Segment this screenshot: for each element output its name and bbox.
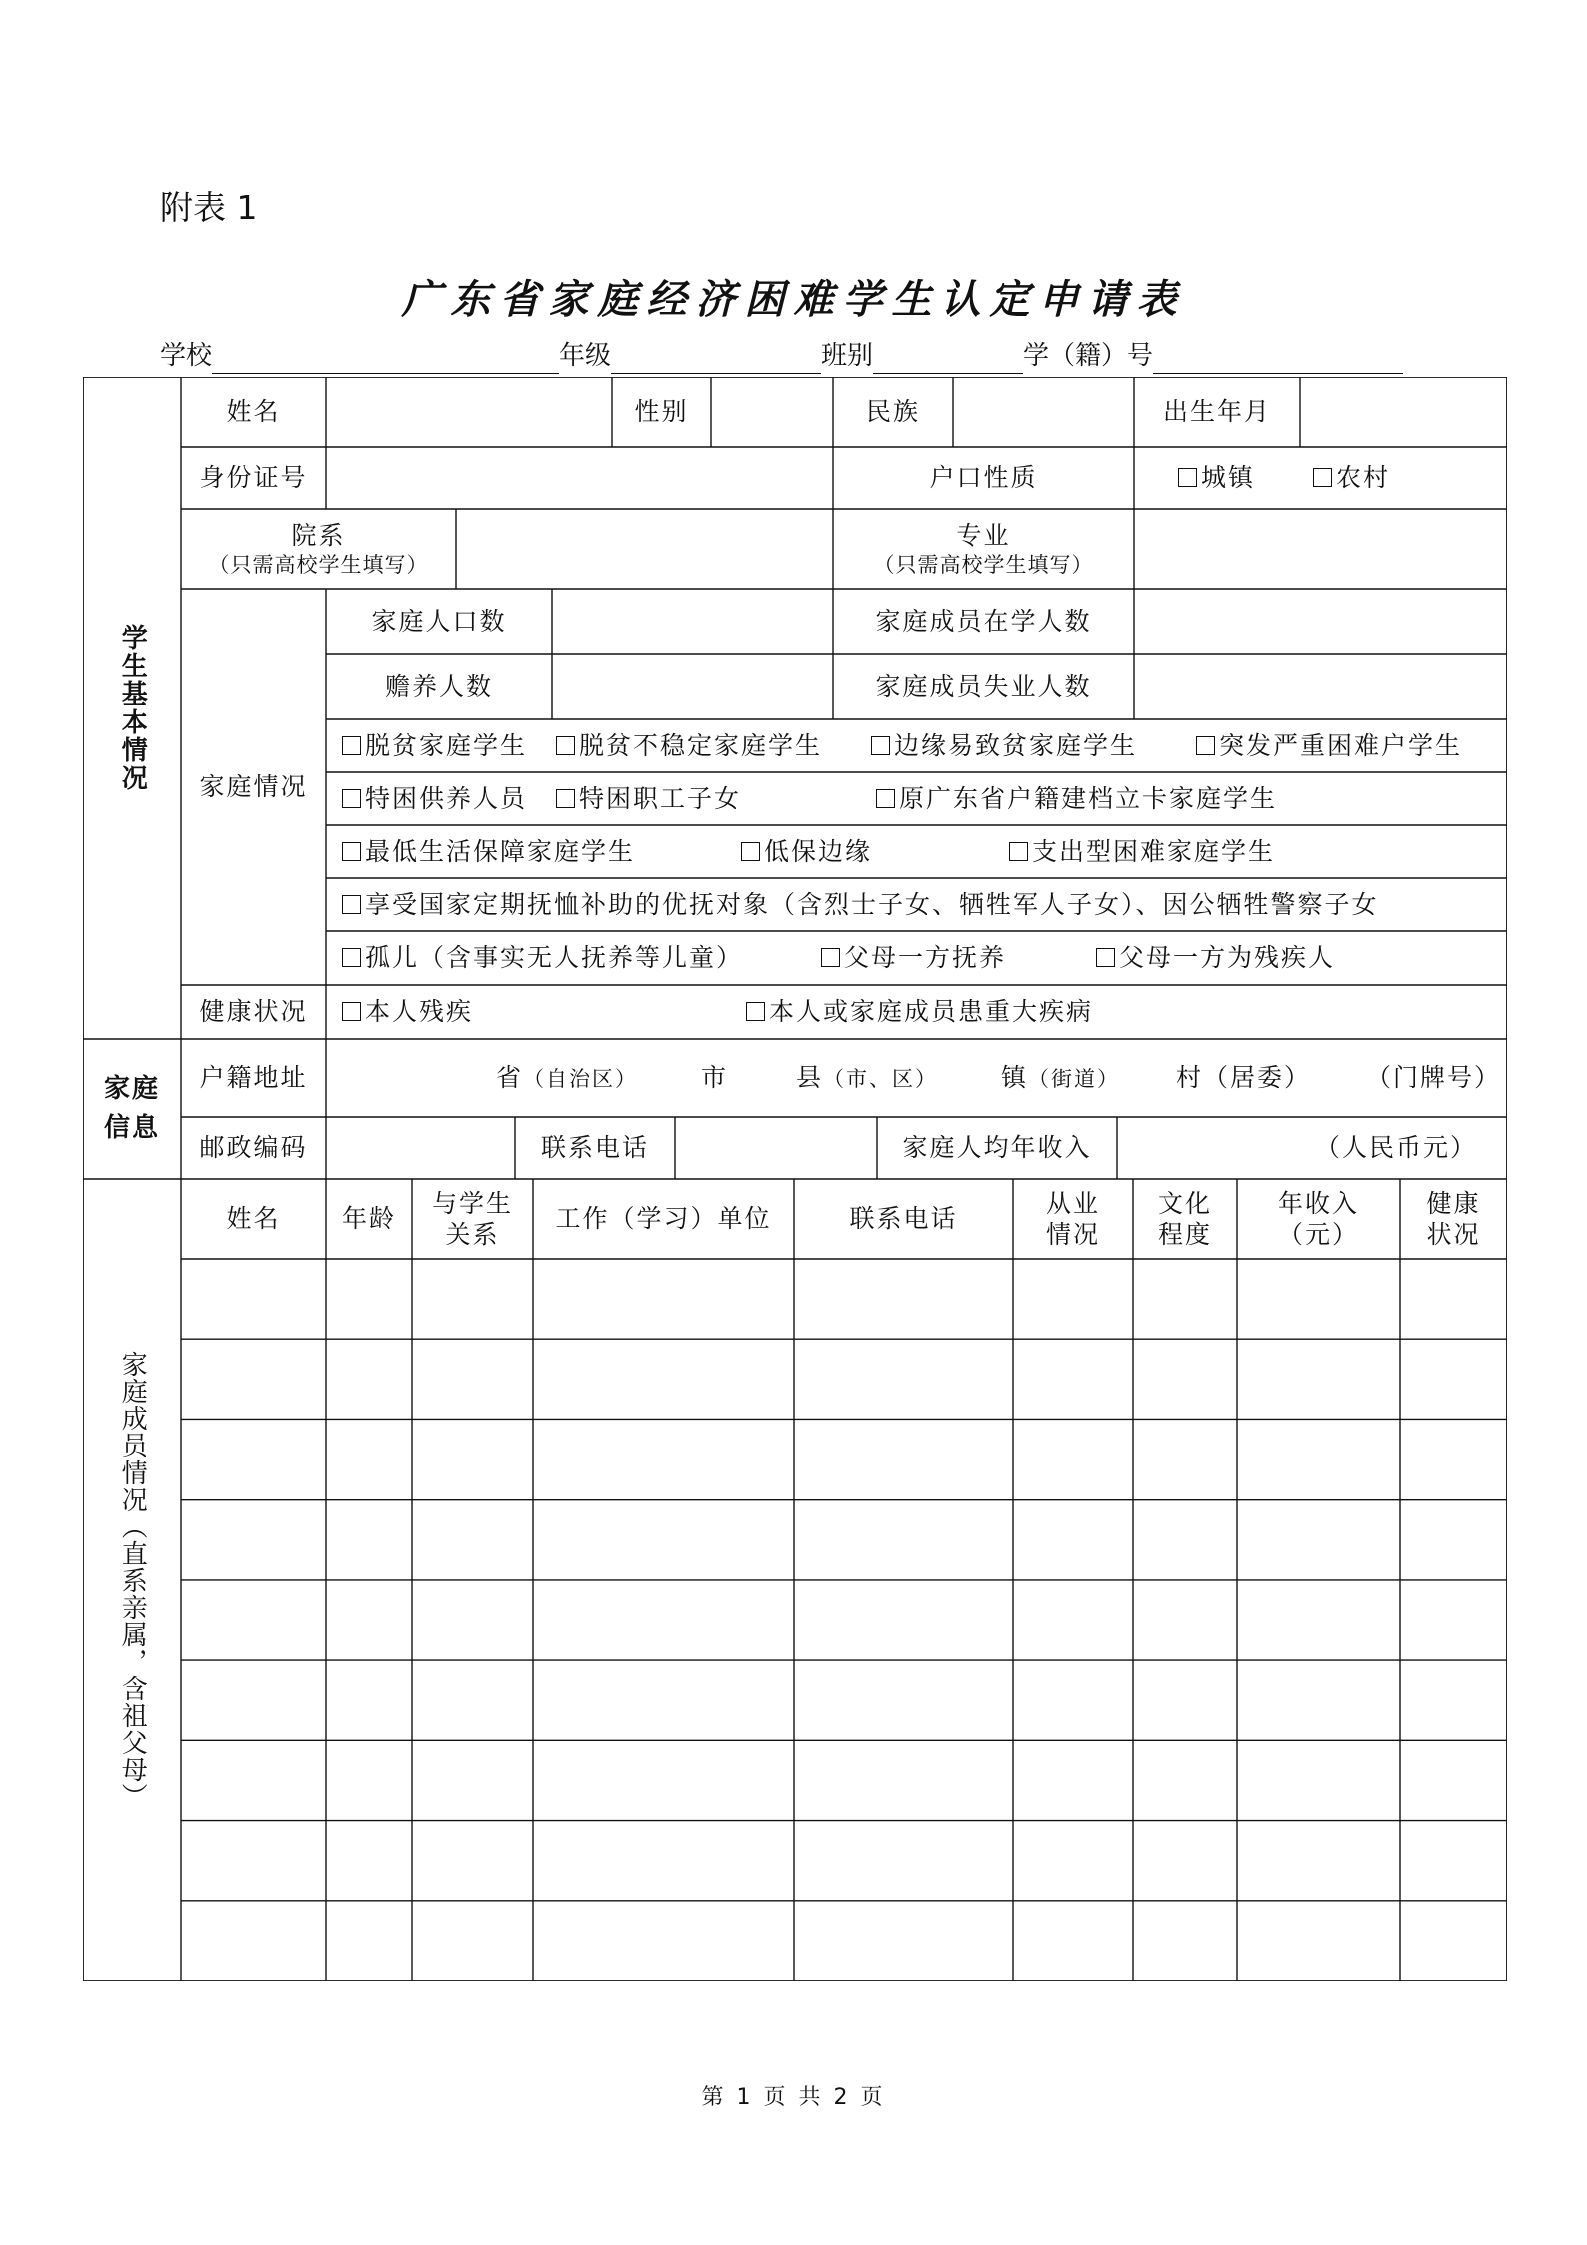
member-age-input[interactable] [326,1580,412,1660]
member-age-input[interactable] [326,1660,412,1740]
member-health-input[interactable] [1400,1500,1507,1580]
member-employment-input[interactable] [1013,1901,1133,1981]
col-relation: 与学生 关系 [431,1188,513,1249]
county-label: 县（市、区） [796,1063,939,1093]
checkbox-icon[interactable] [342,789,361,808]
option-special-worker-child[interactable]: 特困职工子女 [556,783,741,814]
member-employment-input[interactable] [1013,1821,1133,1901]
member-employment-input[interactable] [1013,1500,1133,1580]
option-registered-poor[interactable]: 原广东省户籍建档立卡家庭学生 [876,783,1277,814]
option-poverty-alleviated[interactable]: 脱贫家庭学生 [342,730,527,761]
col-employment: 从业 情况 [1045,1188,1100,1249]
member-education-input[interactable] [1133,1419,1237,1499]
currency-label: （人民币元） [1314,1133,1477,1163]
member-relation-input[interactable] [412,1740,533,1820]
member-work-unit-input[interactable] [533,1419,794,1499]
member-health-input[interactable] [1400,1419,1507,1499]
member-employment-input[interactable] [1013,1660,1133,1740]
member-phone-input[interactable] [794,1580,1013,1660]
hukou-type-label: 户口性质 [929,463,1038,493]
hukou-options [1134,447,1507,509]
checkbox-icon[interactable] [741,842,760,861]
member-phone-input[interactable] [794,1419,1013,1499]
house-no-label: （门牌号） [1366,1063,1502,1093]
member-phone-input[interactable] [794,1821,1013,1901]
class-label: 班别 [821,341,874,371]
member-health-input[interactable] [1400,1821,1507,1901]
option-edge-poverty[interactable]: 边缘易致贫家庭学生 [871,730,1137,761]
dependents-label: 赡养人数 [384,671,493,701]
phone-label: 联系电话 [540,1133,649,1163]
member-name-input[interactable] [181,1901,326,1981]
member-name-input[interactable] [181,1419,326,1499]
member-income-input[interactable] [1237,1740,1400,1820]
address-input[interactable] [326,1039,1507,1117]
family-options-row-4 [326,878,1507,931]
postcode-label: 邮政编码 [199,1133,308,1163]
member-education-input[interactable] [1133,1580,1237,1660]
member-work-unit-input[interactable] [533,1660,794,1740]
col-phone: 联系电话 [849,1204,958,1234]
faculty-note: （只需高校学生填写） [208,552,429,577]
member-income-input[interactable] [1237,1901,1400,1981]
health-label: 健康状况 [199,997,308,1027]
family-options-row-5 [326,931,1507,985]
member-relation-input[interactable] [412,1821,533,1901]
birth-input[interactable] [1300,377,1507,447]
member-name-input[interactable] [181,1821,326,1901]
member-name-input[interactable] [181,1500,326,1580]
member-education-input[interactable] [1133,1740,1237,1820]
checkbox-icon[interactable] [746,1002,765,1021]
member-age-input[interactable] [326,1740,412,1820]
option-special-support[interactable]: 特困供养人员 [342,783,527,814]
member-health-input[interactable] [1400,1660,1507,1740]
income-label: 家庭人均年收入 [902,1133,1092,1163]
member-employment-input[interactable] [1013,1419,1133,1499]
option-sudden-hardship[interactable]: 突发严重困难户学生 [1196,730,1462,761]
option-serious-illness[interactable]: 本人或家庭成员患重大疾病 [746,996,1093,1027]
member-health-input[interactable] [1400,1259,1507,1339]
member-education-input[interactable] [1133,1339,1237,1419]
checkbox-icon[interactable] [342,736,361,755]
faculty-input[interactable] [456,509,833,589]
name-input[interactable] [326,377,612,447]
checkbox-icon[interactable] [1096,948,1115,967]
checkbox-icon[interactable] [342,948,361,967]
members-in-school-label: 家庭成员在学人数 [875,606,1092,636]
member-income-input[interactable] [1237,1821,1400,1901]
faculty-label: 院系 [291,521,346,551]
address-label: 户籍地址 [199,1063,308,1093]
member-phone-input[interactable] [794,1901,1013,1981]
option-orphan[interactable]: 孤儿（含事实无人抚养等儿童） [342,942,743,973]
member-employment-input[interactable] [1013,1580,1133,1660]
member-health-input[interactable] [1400,1580,1507,1660]
checkbox-icon[interactable] [556,736,575,755]
city-label: 市 [701,1063,729,1093]
member-phone-input[interactable] [794,1740,1013,1820]
col-income: 年收入 （元） [1277,1188,1359,1249]
student-no-label: 学（籍）号 [1023,341,1154,371]
member-education-input[interactable] [1133,1901,1237,1981]
col-name: 姓名 [226,1204,281,1234]
checkbox-icon[interactable] [1178,468,1197,487]
member-employment-input[interactable] [1013,1259,1133,1339]
col-work-unit: 工作（学习）单位 [555,1204,772,1234]
province-label: 省（自治区） [496,1063,639,1093]
member-education-input[interactable] [1133,1259,1237,1339]
checkbox-icon[interactable] [342,842,361,861]
member-relation-input[interactable] [412,1580,533,1660]
form-title: 广东省家庭经济困难学生认定申请表 [401,276,1186,323]
checkbox-icon[interactable] [342,1002,361,1021]
member-income-input[interactable] [1237,1500,1400,1580]
family-options-row-3 [326,825,1507,878]
option-low-income-edge[interactable]: 低保边缘 [741,836,872,867]
gender-label: 性别 [634,397,689,427]
family-size-label: 家庭人口数 [371,606,507,636]
member-employment-input[interactable] [1013,1339,1133,1419]
major-label: 专业 [956,521,1011,551]
option-self-disabled[interactable]: 本人残疾 [342,996,473,1027]
member-health-input[interactable] [1400,1740,1507,1820]
checkbox-icon[interactable] [821,948,840,967]
health-options [326,985,1507,1039]
checkbox-icon[interactable] [1009,842,1028,861]
member-income-input[interactable] [1237,1259,1400,1339]
family-size-input[interactable] [552,589,833,654]
member-education-input[interactable] [1133,1821,1237,1901]
dependents-input[interactable] [552,654,833,719]
members-unemployed-input[interactable] [1134,654,1507,719]
ethnicity-label: 民族 [865,397,920,427]
member-work-unit-input[interactable] [533,1339,794,1419]
member-age-input[interactable] [326,1339,412,1419]
member-phone-input[interactable] [794,1660,1013,1740]
annex-label: 附表 1 [160,188,258,227]
grade-field[interactable] [611,343,821,374]
checkbox-icon[interactable] [871,736,890,755]
member-relation-input[interactable] [412,1259,533,1339]
member-relation-input[interactable] [412,1500,533,1580]
hukou-rural-option[interactable]: 农村 [1313,462,1390,493]
member-work-unit-input[interactable] [533,1901,794,1981]
village-label: 村（居委） [1176,1063,1312,1093]
member-age-input[interactable] [326,1901,412,1981]
member-work-unit-input[interactable] [533,1740,794,1820]
member-work-unit-input[interactable] [533,1580,794,1660]
checkbox-icon[interactable] [342,895,361,914]
member-name-input[interactable] [181,1740,326,1820]
member-phone-input[interactable] [794,1500,1013,1580]
member-age-input[interactable] [326,1500,412,1580]
id-number-label: 身份证号 [199,463,308,493]
member-employment-input[interactable] [1013,1740,1133,1820]
col-health: 健康 状况 [1426,1188,1481,1249]
checkbox-icon[interactable] [556,789,575,808]
checkbox-icon[interactable] [1313,468,1332,487]
option-minimum-living[interactable]: 最低生活保障家庭学生 [342,836,635,867]
member-income-input[interactable] [1237,1419,1400,1499]
option-expenditure-hardship[interactable]: 支出型困难家庭学生 [1009,836,1275,867]
member-relation-input[interactable] [412,1901,533,1981]
member-health-input[interactable] [1400,1901,1507,1981]
header-info-line [160,338,1403,374]
member-phone-input[interactable] [794,1339,1013,1419]
option-unstable-alleviated[interactable]: 脱贫不稳定家庭学生 [556,730,822,761]
checkbox-icon[interactable] [1196,736,1215,755]
member-name-input[interactable] [181,1339,326,1419]
student-no-field[interactable] [1153,343,1403,374]
section-student-title: 学生基本情况 [117,624,148,792]
member-age-input[interactable] [326,1259,412,1339]
member-work-unit-input[interactable] [533,1500,794,1580]
member-work-unit-input[interactable] [533,1821,794,1901]
income-input[interactable] [1117,1117,1507,1179]
major-input[interactable] [1134,509,1507,589]
hukou-urban-option[interactable]: 城镇 [1178,462,1255,493]
section-family-info-title: 家庭信息 [103,1074,160,1143]
town-label: 镇（街道） [1001,1063,1121,1093]
major-note: （只需高校学生填写） [873,552,1094,577]
option-single-parent[interactable]: 父母一方抚养 [821,942,1006,973]
checkbox-icon[interactable] [876,789,895,808]
member-health-input[interactable] [1400,1339,1507,1419]
page-footer: 第 1 页 共 2 页 [701,2085,886,2110]
family-options-row-2 [326,772,1507,825]
postcode-input[interactable] [326,1117,515,1179]
class-field[interactable] [873,343,1023,374]
member-work-unit-input[interactable] [533,1259,794,1339]
gender-input[interactable] [711,377,833,447]
school-label: 学校 [160,341,213,371]
member-phone-input[interactable] [794,1259,1013,1339]
school-field[interactable] [212,343,559,374]
birth-label: 出生年月 [1162,397,1271,427]
option-martyr-family[interactable]: 享受国家定期抚恤补助的优抚对象（含烈士子女、牺牲军人子女）、因公牺牲警察子女 [342,889,1379,920]
member-income-input[interactable] [1237,1580,1400,1660]
member-income-input[interactable] [1237,1339,1400,1419]
col-age: 年龄 [341,1204,396,1234]
member-education-input[interactable] [1133,1660,1237,1740]
member-name-input[interactable] [181,1660,326,1740]
member-name-input[interactable] [181,1259,326,1339]
name-label: 姓名 [226,397,281,427]
family-situation-label: 家庭情况 [199,772,308,802]
id-number-input[interactable] [326,447,833,509]
section-members-title: 家庭成员情况（直系亲属，含祖父母） [117,1350,148,1810]
member-relation-input[interactable] [412,1660,533,1740]
application-form [83,377,1507,1981]
member-age-input[interactable] [326,1821,412,1901]
member-relation-input[interactable] [412,1339,533,1419]
faculty-label-cell [181,509,456,589]
member-education-input[interactable] [1133,1500,1237,1580]
option-disabled-parent[interactable]: 父母一方为残疾人 [1096,942,1335,973]
phone-input[interactable] [675,1117,877,1179]
member-age-input[interactable] [326,1419,412,1499]
members-unemployed-label: 家庭成员失业人数 [875,671,1092,701]
member-income-input[interactable] [1237,1660,1400,1740]
major-label-cell [833,509,1134,589]
member-relation-input[interactable] [412,1419,533,1499]
col-education: 文化 程度 [1157,1188,1212,1249]
family-options-row-1 [326,719,1507,772]
members-in-school-input[interactable] [1134,589,1507,654]
ethnicity-input[interactable] [953,377,1134,447]
grade-label: 年级 [559,341,612,371]
member-name-input[interactable] [181,1580,326,1660]
